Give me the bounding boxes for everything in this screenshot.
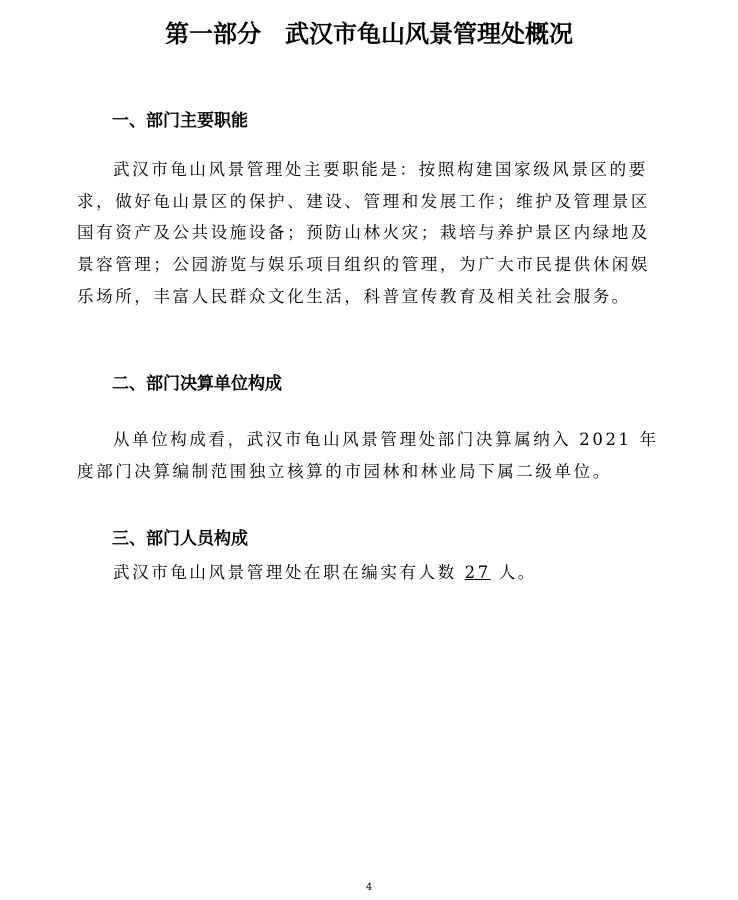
paragraph-units [77,424,665,487]
staff-text-prefix: 武汉市龟山风景管理处在职在编实有人数 [113,563,465,582]
staff-text-suffix: 人。 [490,563,537,582]
paragraph-line [77,557,665,589]
section-heading-units: 二、部门决算单位构成 [112,374,282,394]
paragraph-line: 从单位构成看，武汉市龟山风景管理处部门决算属纳入 2021 年 [113,430,659,449]
paragraph-line: 乐场所，丰富人民群众文化生活，科普宣传教育及相关社会服务。 [77,286,631,306]
paragraph-line: 度部门决算编制范围独立核算的市园林和林业局下属二级单位。 [77,461,612,481]
paragraph-staff [77,557,665,589]
section-heading-staff: 三、部门人员构成 [112,529,248,549]
staff-count: 27 [464,563,491,582]
page-number: 4 [365,882,373,893]
page-title: 第一部分 武汉市龟山风景管理处概况 [165,20,573,48]
section-heading-functions: 一、部门主要职能 [112,111,248,131]
paragraph-line: 武汉市龟山风景管理处主要职能是：按照构建国家级风景区的要 [113,160,648,179]
paragraph-line: 国有资产及公共设施设备；预防山林火灾；栽培与养护景区内绿地及 [77,223,650,243]
paragraph-line: 景容管理；公园游览与娱乐项目组织的管理，为广大市民提供休闲娱 [77,255,650,275]
paragraph-functions [77,154,665,312]
paragraph-line: 求，做好龟山景区的保护、建设、管理和发展工作；维护及管理景区 [77,191,650,211]
